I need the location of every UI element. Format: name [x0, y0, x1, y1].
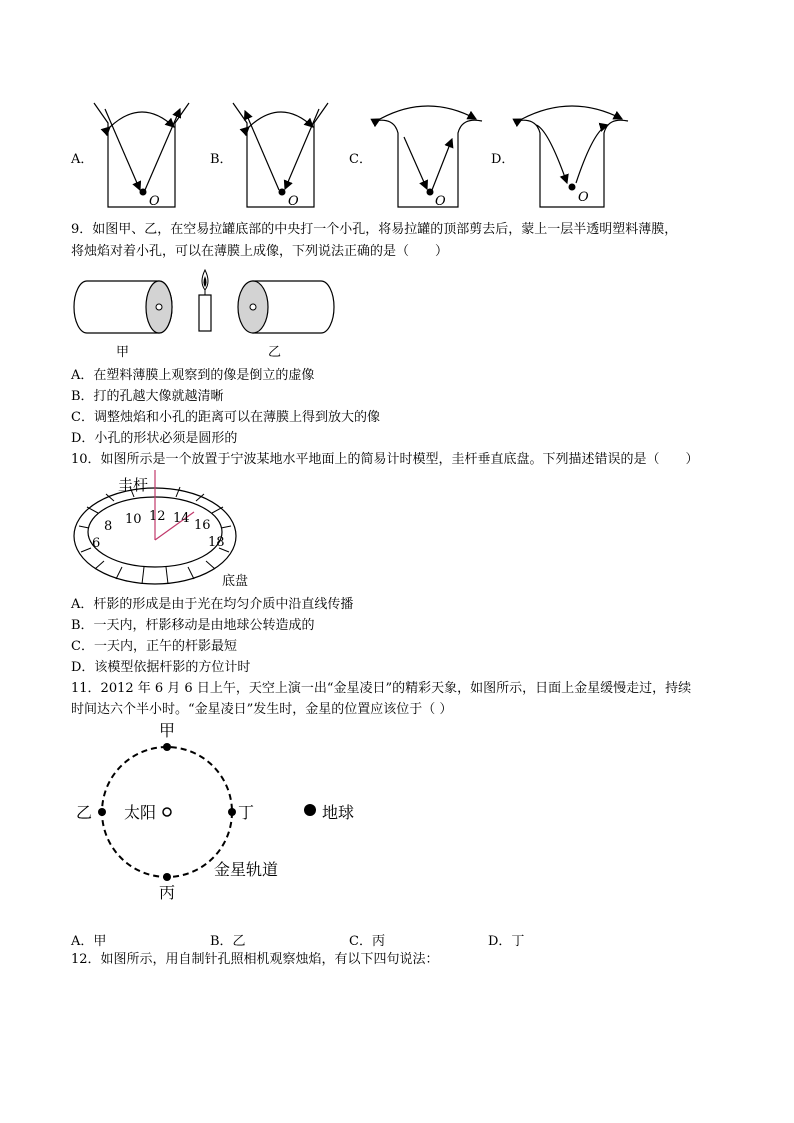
hour-6: 6: [92, 536, 101, 551]
position-bing: [163, 873, 171, 881]
q9-stem-line2: 将烛焰对着小孔，可以在薄膜上成像，下列说法正确的是（ ）: [71, 244, 449, 259]
hour-8: 8: [104, 519, 113, 534]
hour-16: 16: [194, 518, 211, 533]
q12-stem: 12．如图所示，用自制针孔照相机观察烛焰，有以下四句说法：: [71, 952, 439, 967]
q8-diagram-c: [370, 95, 485, 215]
q8-option-c: C．: [349, 152, 372, 167]
q9-stem-line1: 9．如图甲、乙，在空易拉罐底部的中央打一个小孔，将易拉罐的顶部剪去后，蒙上一层半透明塑料薄膜，: [71, 222, 678, 237]
q10-label-pan: 底盘: [222, 574, 249, 589]
q8-diagram-b: [229, 95, 339, 215]
q9-option-a: A．在塑料薄膜上观察到的像是倒立的虚像: [71, 368, 315, 383]
q8-point-o: O: [288, 194, 299, 209]
q8-diagram-a: [90, 95, 200, 215]
q11-option-d: D．丁: [488, 934, 525, 949]
q8-point-o: O: [149, 194, 160, 209]
hour-18: 18: [208, 535, 225, 550]
q10-option-d: D．该模型依据杆影的方位计时: [71, 660, 251, 675]
q10-label-gan: 圭杆: [118, 476, 149, 494]
label-orbit: 金星轨道: [214, 860, 279, 879]
q11-orbit-diagram: [60, 718, 380, 908]
q8-option-d: D．: [491, 152, 515, 167]
label-yi: 乙: [76, 803, 93, 822]
q9-label-yi: 乙: [268, 345, 282, 360]
q8-option-a: A．: [71, 152, 94, 167]
q8-option-b: B．: [210, 152, 233, 167]
position-jia: [163, 743, 171, 751]
q9-option-b: B．打的孔越大像就越清晰: [71, 389, 224, 404]
q8-point-o: O: [435, 194, 446, 209]
q10-option-a: A．杆影的形成是由于光在均匀介质中沿直线传播: [71, 597, 354, 612]
earth-marker: [304, 804, 316, 816]
candle: [195, 268, 215, 334]
label-bing: 丙: [159, 883, 176, 902]
q9-option-d: D．小孔的形状必须是圆形的: [71, 431, 238, 446]
q9-option-c: C．调整烛焰和小孔的距离可以在薄膜上得到放大的像: [71, 410, 380, 425]
label-jia: 甲: [159, 721, 176, 740]
q11-option-c: C．丙: [349, 934, 385, 949]
q10-option-b: B．一天内，杆影移动是由地球公转造成的: [71, 618, 315, 633]
q11-stem-line1: 11．2012 年 6 月 6 日上午，天空上演一出“金星凌日”的精彩天象，如图所示，日面上金星缓慢走过，持续: [71, 681, 692, 696]
q9-label-jia: 甲: [116, 345, 130, 360]
q11-option-a: A．甲: [71, 934, 107, 949]
q8-diagram-d: [512, 95, 632, 215]
q8-point-o: O: [578, 190, 589, 205]
sun-marker: [163, 808, 171, 816]
q9-can-jia: [73, 280, 173, 336]
position-yi: [98, 808, 106, 816]
q11-option-b: B．乙: [210, 934, 246, 949]
q10-stem: 10．如图所示是一个放置于宁波某地水平地面上的简易计时模型，圭杆垂直底盘。下列描述错误的是（ ）: [71, 452, 699, 467]
hour-10: 10: [125, 512, 142, 527]
hour-12: 12: [149, 509, 166, 524]
q11-stem-line2: 时间达六个半小时。“金星凌日”发生时，金星的位置应该位于（ ）: [71, 702, 453, 717]
label-earth: 地球: [322, 803, 355, 822]
label-sun: 太阳: [124, 803, 157, 822]
q10-option-c: C．一天内，正午的杆影最短: [71, 639, 237, 654]
q9-can-yi: [235, 280, 335, 336]
label-ding: 丁: [238, 803, 255, 822]
hour-14: 14: [173, 511, 190, 526]
position-ding: [228, 808, 236, 816]
